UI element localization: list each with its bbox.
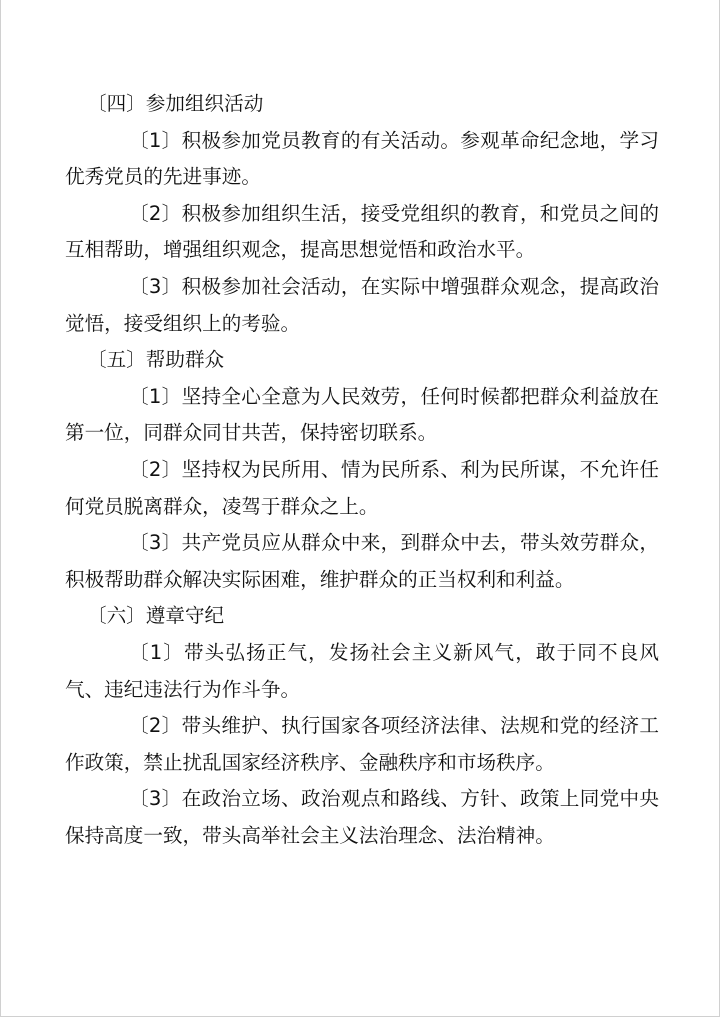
paragraph-5-1: 〔1〕坚持全心全意为人民效劳，任何时候都把群众利益放在第一位，同群众同甘共苦，保持密切联系。: [65, 384, 659, 445]
section-heading-5: 〔五〕帮助群众: [87, 348, 225, 372]
paragraph-4-1: 〔1〕积极参加党员教育的有关活动。参观革命纪念地，学习优秀党员的先进事迹。: [65, 128, 659, 189]
paragraph-6-2: 〔2〕带头维护、执行国家各项经济法律、法规和党的经济工作政策，禁止扰乱国家经济秩序、金融秩序和市场秩序。: [65, 714, 659, 774]
section-heading-4: 〔四〕参加组织活动: [87, 92, 264, 115]
paragraph-5-3: 〔3〕共产党员应从群众中来，到群众中去，带头效劳群众，积极帮助群众解决实际困难，维护群众的正当权利和利益。: [65, 531, 659, 591]
section-heading-6: 〔六〕遵章守纪: [87, 604, 225, 628]
paragraph-5-2: 〔2〕坚持权为民所用、情为民所系、利为民所谋，不允许任何党员脱离群众，凌驾于群众之上。: [65, 457, 659, 518]
paragraph-4-3: 〔3〕积极参加社会活动，在实际中增强群众观念，提高政治觉悟，接受组织上的考验。: [65, 274, 659, 335]
document-body: [65, 86, 659, 854]
paragraph-6-3: 〔3〕在政治立场、政治观点和路线、方针、政策上同党中央保持高度一致，带头高举社会主义法治理念、法治精神。: [65, 787, 659, 847]
paragraph-6-1: 〔1〕带头弘扬正气，发扬社会主义新风气，敢于同不良风气、违纪违法行为作斗争。: [65, 640, 659, 701]
paragraph-4-2: 〔2〕积极参加组织生活，接受党组织的教育，和党员之间的互相帮助，增强组织观念，提高思想觉悟和政治水平。: [65, 201, 659, 262]
